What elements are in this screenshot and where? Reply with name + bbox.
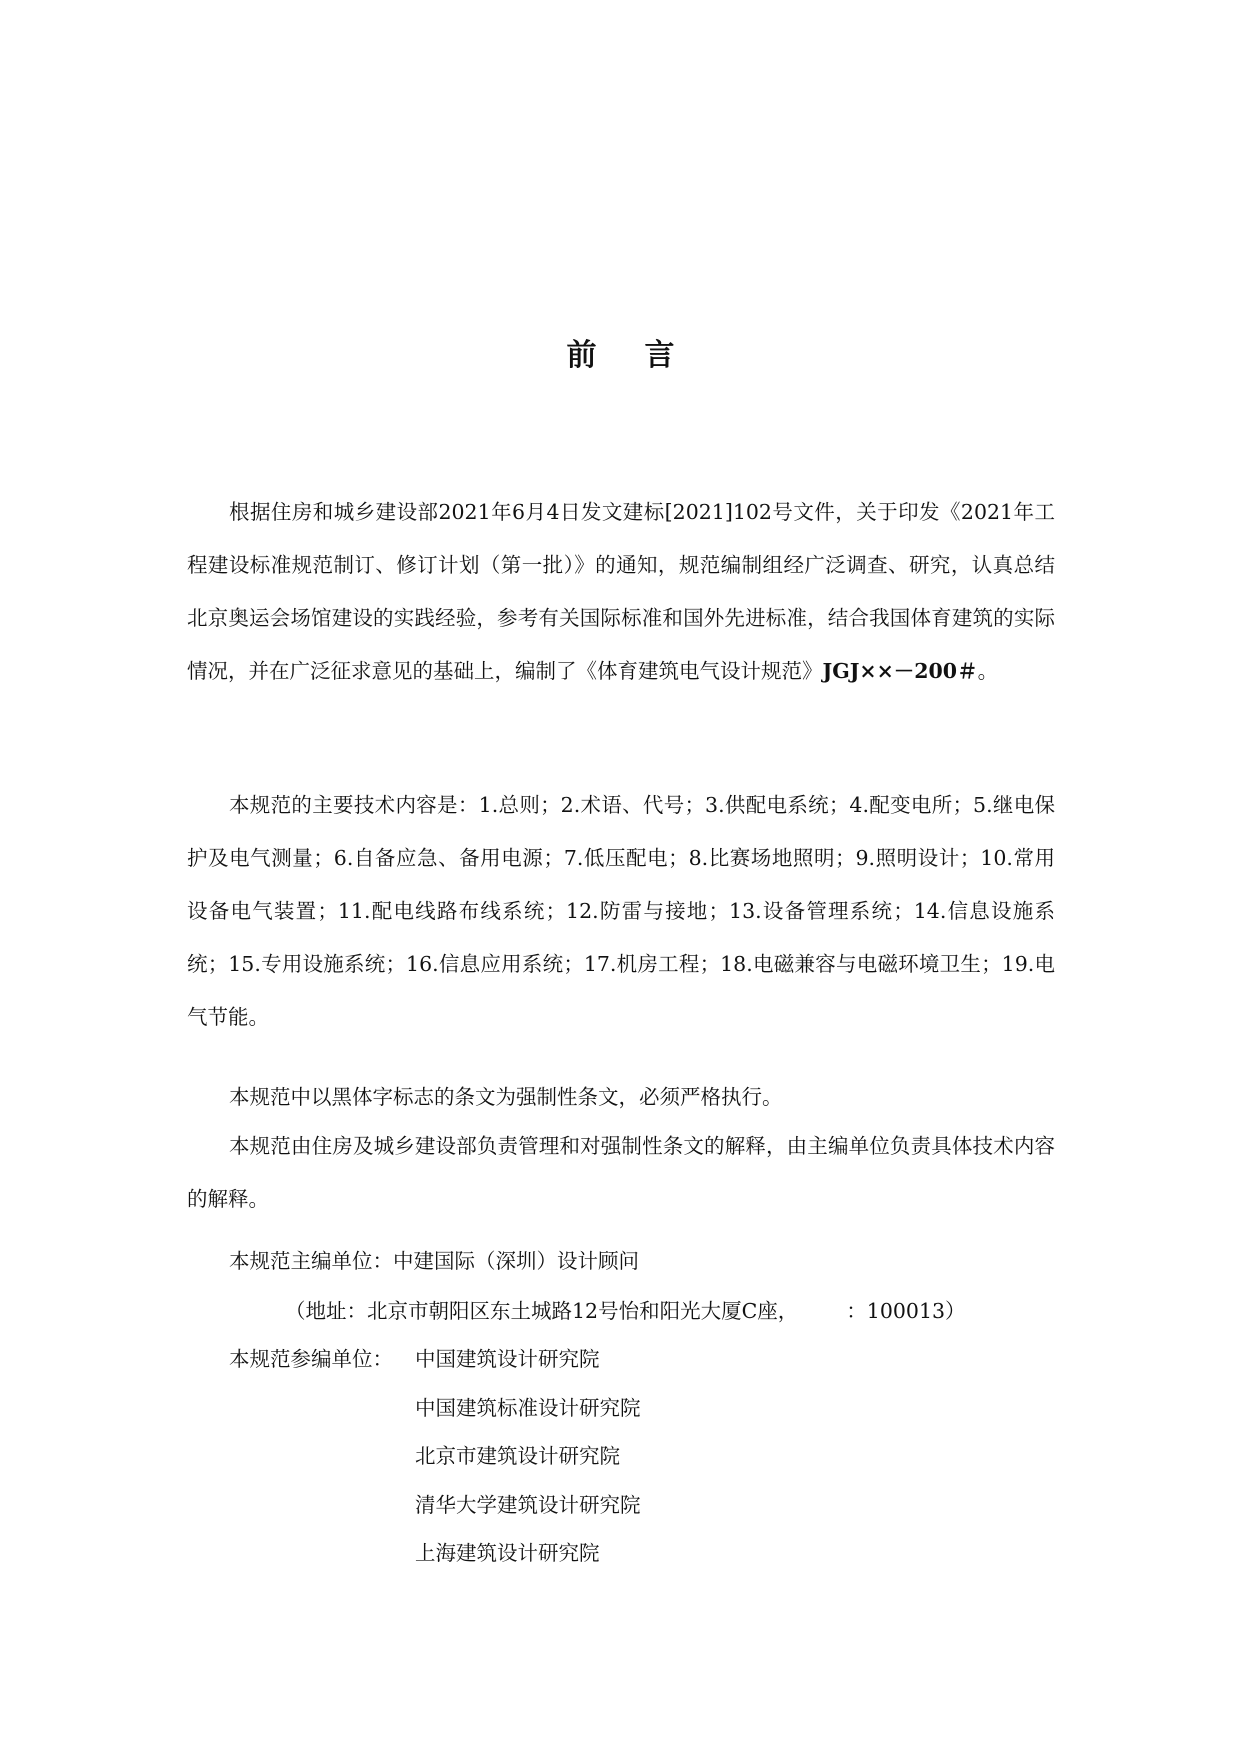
participating-unit: 中国建筑标准设计研究院 xyxy=(415,1396,641,1420)
chief-unit-address xyxy=(285,1296,966,1326)
paragraph-basis-end: 。 xyxy=(977,659,999,683)
page-title: 前言 xyxy=(566,338,723,373)
participating-unit: 上海建筑设计研究院 xyxy=(415,1541,600,1565)
paragraph-mandatory: 本规范中以黑体字标志的条文为强制性条文，必须严格执行。 xyxy=(229,1085,783,1109)
paragraph-basis-text: 根据住房和城乡建设部2021年6月4日发文建标[2021]102号文件，关于印发《2021年工程建设标准规范制订、修订计划（第一批）》的通知，规范编制组经广泛调查、研究，认真总结北京奥运会场馆建设的实践经验，参考有关国际标准和国外先进标准，结合我国体育建筑的实际情况，并在广泛征求意见的基础上，编制了《体育建筑电气设计规范》 xyxy=(187,500,1055,683)
participating-units-label: 本规范参编单位： xyxy=(229,1347,393,1371)
paragraph-contents: 本规范的主要技术内容是：1.总则；2.术语、代号；3.供配电系统；4.配变电所；5.继电保护及电气测量；6.自备应急、备用电源；7.低压配电；8.比赛场地照明；9.照明设计；10.常用设备电气装置；11.配电线路布线系统；12.防雷与接地；13.设备管理系统；14.信息设施系统；15.专用设施系统；16.信息应用系统；17.机房工程；18.电磁兼容与电磁环境卫生；19.电气节能。 xyxy=(187,793,1055,1029)
address-text: （地址：北京市朝阳区东土城路12号怡和阳光大厦C座， xyxy=(285,1299,799,1323)
participating-unit: 中国建筑设计研究院 xyxy=(415,1347,600,1371)
standard-code: JGJ××－200＃ xyxy=(822,659,978,683)
participating-unit: 北京市建筑设计研究院 xyxy=(415,1444,620,1468)
participating-unit: 清华大学建筑设计研究院 xyxy=(415,1493,641,1517)
postcode-text: ：100013） xyxy=(846,1299,966,1323)
paragraph-basis xyxy=(187,486,1055,698)
chief-unit-line: 本规范主编单位：中建国际（深圳）设计顾问 xyxy=(229,1249,639,1273)
paragraph-management: 本规范由住房及城乡建设部负责管理和对强制性条文的解释，由主编单位负责具体技术内容的解释。 xyxy=(187,1134,1055,1211)
